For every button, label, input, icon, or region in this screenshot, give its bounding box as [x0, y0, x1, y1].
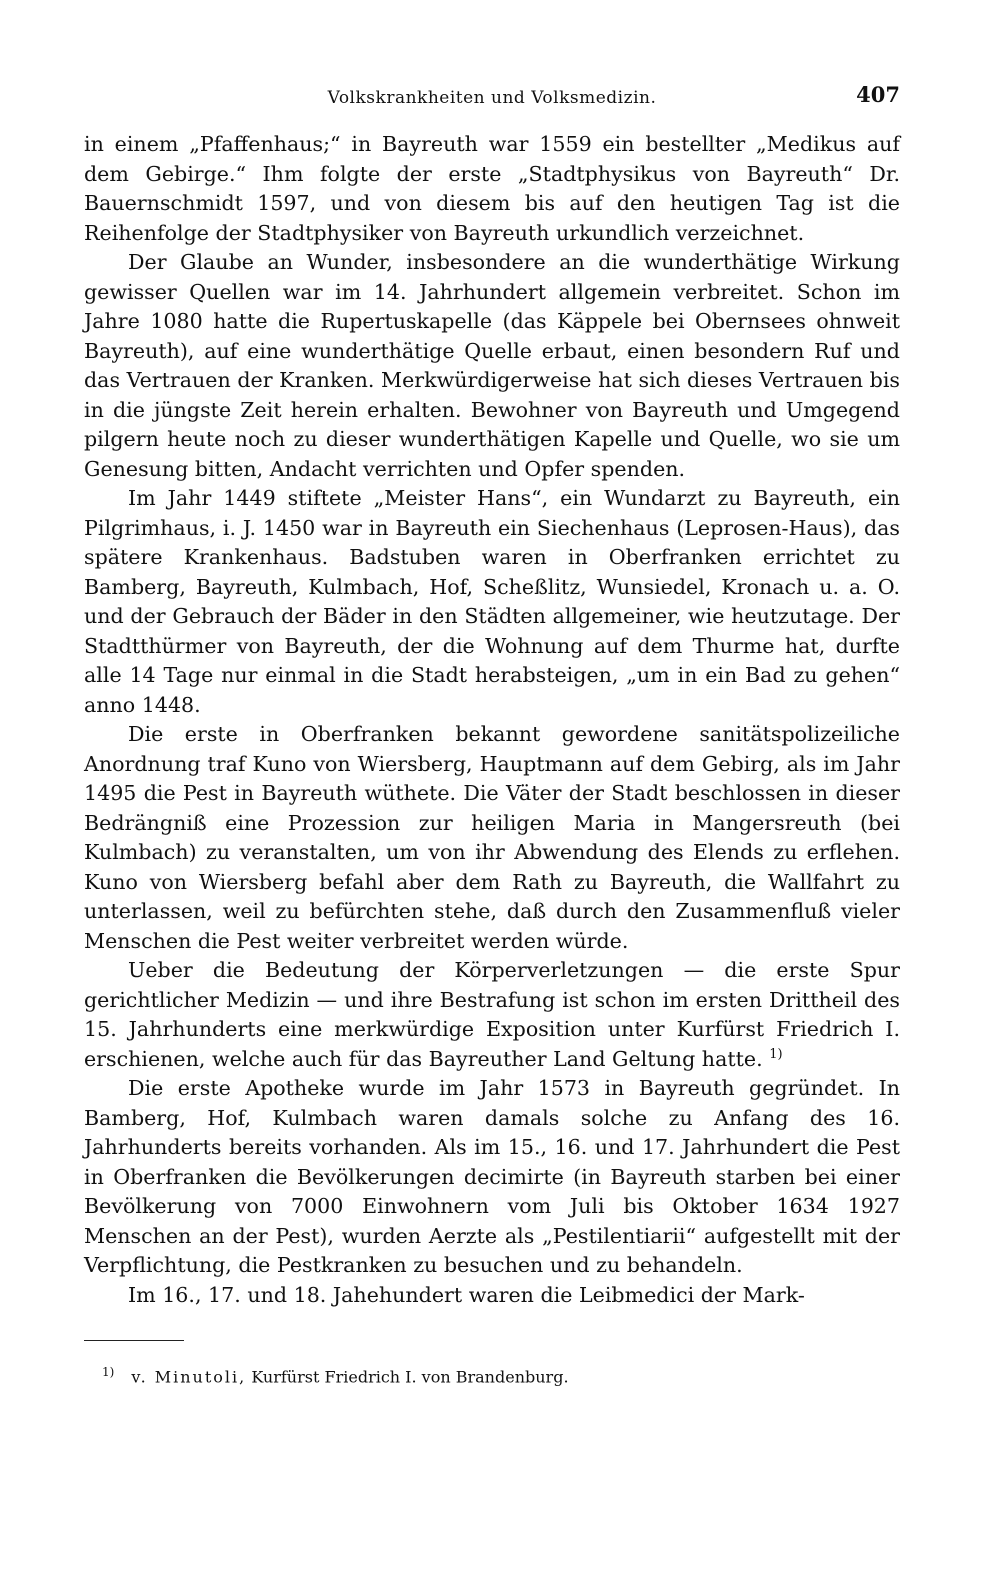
- body-text: [84, 130, 900, 1310]
- paragraph-1: in einem „Pfaffenhaus;“ in Bayreuth war 1559 ein bestellter „Medikus auf dem Gebirge.“ Ihm folgte der erste „Stadtphysikus von Bayreuth“ Dr. Bauernschmidt 1597, und von diesem bis auf den heutigen Tag ist die Reihenfolge der Stadtphysiker von Bayreuth urkundlich verzeichnet.: [84, 132, 900, 245]
- document-page: [84, 78, 900, 1388]
- page-number: 407: [856, 82, 900, 107]
- paragraph-2: Der Glaube an Wunder, insbesondere an die wunderthätige Wirkung gewisser Quellen war im 14. Jahrhundert allgemein verbreitet. Schon im Jahre 1080 hatte die Rupertuskapelle (das Käppele bei Obernsees ohnweit Bayreuth), auf eine wunderthätige Quelle erbaut, einen besondern Ruf und das Vertrauen der Kranken. Merkwürdigerweise hat sich dieses Vertrauen bis in die jüngste Zeit herein erhalten. Bewohner von Bayreuth und Umgegend pilgern heute noch zu dieser wunderthätigen Kapelle und Quelle, wo sie um Genesung bitten, Andacht verrichten und Opfer spenden.: [84, 250, 900, 481]
- running-title: Volkskrankheiten und Volksmedizin.: [327, 88, 657, 108]
- footnote-divider: [84, 1340, 184, 1341]
- footnote-author: v. Minutoli,: [131, 1367, 247, 1387]
- footnote-marker: 1): [102, 1365, 115, 1379]
- page-header: [84, 78, 900, 118]
- paragraph-5-text: Ueber die Bedeutung der Körperverletzungen — die erste Spur gerichtlicher Medizin — und ihre Bestrafung ist schon im ersten Drittheil des 15. Jahrhunderts eine merkwürdige Exposition unter Kurfürst Friedrich I. erschienen, welche auch für das Bayreuther Land Geltung hatte.: [84, 958, 900, 1071]
- footnote-title: Kurfürst Friedrich I. von Brandenburg.: [251, 1367, 569, 1387]
- footnote-reference[interactable]: 1): [769, 1046, 783, 1062]
- paragraph-7: Im 16., 17. und 18. Jahehundert waren die Leibmedici der Mark-: [128, 1282, 805, 1307]
- paragraph-6: Die erste Apotheke wurde im Jahr 1573 in Bayreuth gegründet. In Bamberg, Hof, Kulmbach waren damals solche zu Anfang des 16. Jahrhunderts bereits vorhanden. Als im 15., 16. und 17. Jahrhundert die Pest in Oberfranken die Bevölkerungen decimirte (in Bayreuth starben bei einer Bevölkerung von 7000 Einwohnern vom Juli bis Oktober 1634 1927 Menschen an der Pest), wurden Aerzte als „Pestilentiarii“ aufgestellt mit der Verpflichtung, die Pestkranken zu besuchen und zu behandeln.: [84, 1076, 900, 1277]
- paragraph-5: [84, 956, 900, 1074]
- paragraph-3: Im Jahr 1449 stiftete „Meister Hans“, ein Wundarzt zu Bayreuth, ein Pilgrimhaus, i. J. 1450 war in Bayreuth ein Siechenhaus (Leprosen-Haus), das spätere Krankenhaus. Badstuben waren in Oberfranken errichtet zu Bamberg, Bayreuth, Kulmbach, Hof, Scheßlitz, Wunsiedel, Kronach u. a. O. und der Gebrauch der Bäder in den Städten allgemeiner, wie heutzutage. Der Stadtthürmer von Bayreuth, der die Wohnung auf dem Thurme hat, durfte alle 14 Tage nur einmal in die Stadt herabsteigen, „um in ein Bad zu gehen“ anno 1448.: [84, 486, 900, 717]
- paragraph-4: Die erste in Oberfranken bekannt gewordene sanitätspolizeiliche Anordnung traf Kuno von Wiersberg, Hauptmann auf dem Gebirg, als im Jahr 1495 die Pest in Bayreuth wüthete. Die Väter der Stadt beschlossen in dieser Bedrängniß eine Prozession zur heiligen Maria in Mangersreuth (bei Kulmbach) zu veranstalten, um von ihr Abwendung des Elends zu erflehen. Kuno von Wiersberg befahl aber dem Rath zu Bayreuth, die Wallfahrt zu unterlassen, weil zu befürchten stehe, daß durch den Zusammenfluß vieler Menschen die Pest weiter verbreitet werden würde.: [84, 722, 900, 953]
- footnote: [84, 1361, 900, 1388]
